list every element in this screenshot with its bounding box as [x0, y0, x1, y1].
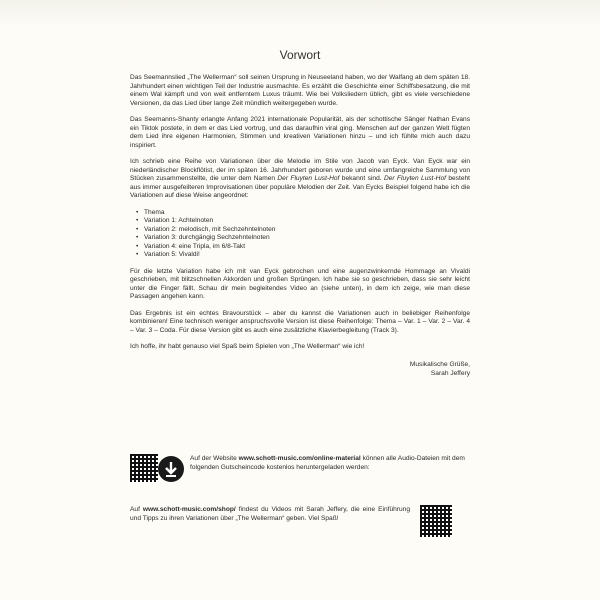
variations-list [130, 209, 470, 260]
preface-page [130, 48, 470, 378]
paragraph-hope: Ich hoffe, ihr habt genauso viel Spaß beim Spielen von „The Wellerman“ wie ich! [130, 343, 365, 350]
shop-prefix: Auf [130, 506, 143, 513]
paragraph-van-eyck [130, 158, 470, 201]
shop-instructions [130, 505, 410, 523]
download-link[interactable]: www.schott-music.com/online-material [238, 455, 361, 462]
qr-code-icon [130, 454, 158, 482]
paragraph-van-eyck-text-c: besteht aus immer ausgefeilteren Improvisationen über populäre Melodien der Zeit. Van Eycks Beispiel folgend habe ich die Variationen auf diese Weise angeordnet: [130, 175, 470, 199]
paragraph-vivaldi: Für die letzte Variation habe ich mit van Eyck gebrochen und eine augenzwinkernde Hommage an Vivaldi geschrieben, mit blitzschnellen Akkorden und großen Sprüngen. Ich habe sie so geschrieben, dass sie sehr leicht unter die Finger fällt. Schau dir mein begleitendes Video an (siehe unten), in dem ich zeige, wie man diese Passagen angehen kann. [130, 267, 470, 300]
shop-link[interactable]: www.schott-music.com/shop/ [142, 506, 236, 513]
list-item: • Variation 4: eine Tripla, im 6/8-Takt [144, 243, 470, 252]
qr-code-icon[interactable] [420, 505, 452, 537]
top-shadow-band [0, 0, 600, 26]
list-item: • Variation 5: Vivaldi! [144, 251, 470, 260]
paragraph-van-eyck-text-b: bekannt sind. [339, 175, 384, 182]
download-instructions [190, 454, 470, 472]
paragraph-van-eyck-text-a: Ich schrieb eine Reihe von Variationen über die Melodie im Stile von Jacob van Eyck. Van Eyck war ein niederländischer Blockflötist, der im späten 16. Jahrhundert geboren wurde und eine umfangreiche Sammlung von Stücken zusammenstellte, die unter dem Namen [130, 158, 470, 182]
paragraph-result: Das Ergebnis ist ein echtes Bravourstück – aber du kannst die Variationen auch in beliebiger Reihenfolge kombinieren! Eine technisch weniger anspruchsvolle Version ist diese Reihenfolge: Thema – Var. 1 – Var. 2 – Var. 4 – Var. 3 – Coda. Für diese Version gibt es auch eine zusätzliche Klavierbegleitung (Track 3). [130, 309, 470, 334]
paragraph-origin: Das Seemannslied „The Wellerman“ soll seinen Ursprung in Neuseeland haben, wo der Walfang ab dem späten 18. Jahrhundert einen wichtigen Teil der Industrie ausmachte. Es erzählt die Geschichte einer Schiffsbesatzung, die mit einem Wal kämpft und von weit entferntem Luxus träumt. Wie bei Volksliedern üblich, gibt es viele verschiedene Versionen, da das Lied über lange Zeit mündlich weitergegeben wurde. [130, 74, 470, 107]
shop-suffix: findest du Videos mit Sarah Jeffery, die eine Einführung und Tipps zu ihren Variationen über „The Wellerman“ geben. Viel Spaß! [130, 506, 410, 522]
book-title: Der Fluyten Lust-Hof [383, 175, 446, 182]
list-item: • Variation 2: melodisch, mit Sechzehntelnoten [144, 226, 470, 235]
page-title: Vorwort [279, 48, 321, 62]
signature-block [130, 360, 470, 378]
list-item: • Variation 1: Achtelnoten [144, 217, 470, 226]
book-title: Der Fluyten Lust-Hof [277, 175, 340, 182]
paragraph-popularity: Das Seemanns-Shanty erlangte Anfang 2021 internationale Popularität, als der schottische Sänger Nathan Evans ein Tiktok postete, in dem er das Lied vortrug, und das daraufhin viral ging. Menschen auf der ganzen Welt fügten dem Lied ihre eigenen Harmonien, Stimmen und kreativen Variationen hinzu – und ich fühlte mich auch dazu inspiriert. [130, 116, 470, 149]
download-section [130, 450, 470, 490]
author-name: Sarah Jeffery [430, 369, 470, 377]
shop-section [130, 505, 470, 539]
list-item: • Thema [144, 209, 470, 218]
download-prefix: Auf der Website [190, 455, 239, 462]
download-suffix: können alle Audio-Dateien mit dem folgenden Gutscheincode kostenlos heruntergeladen werden: [190, 455, 465, 471]
list-item: • Variation 3: durchgängig Sechzehntelnoten [144, 234, 470, 243]
greeting: Musikalische Grüße, [409, 360, 470, 368]
download-arrow-icon[interactable] [158, 456, 184, 482]
